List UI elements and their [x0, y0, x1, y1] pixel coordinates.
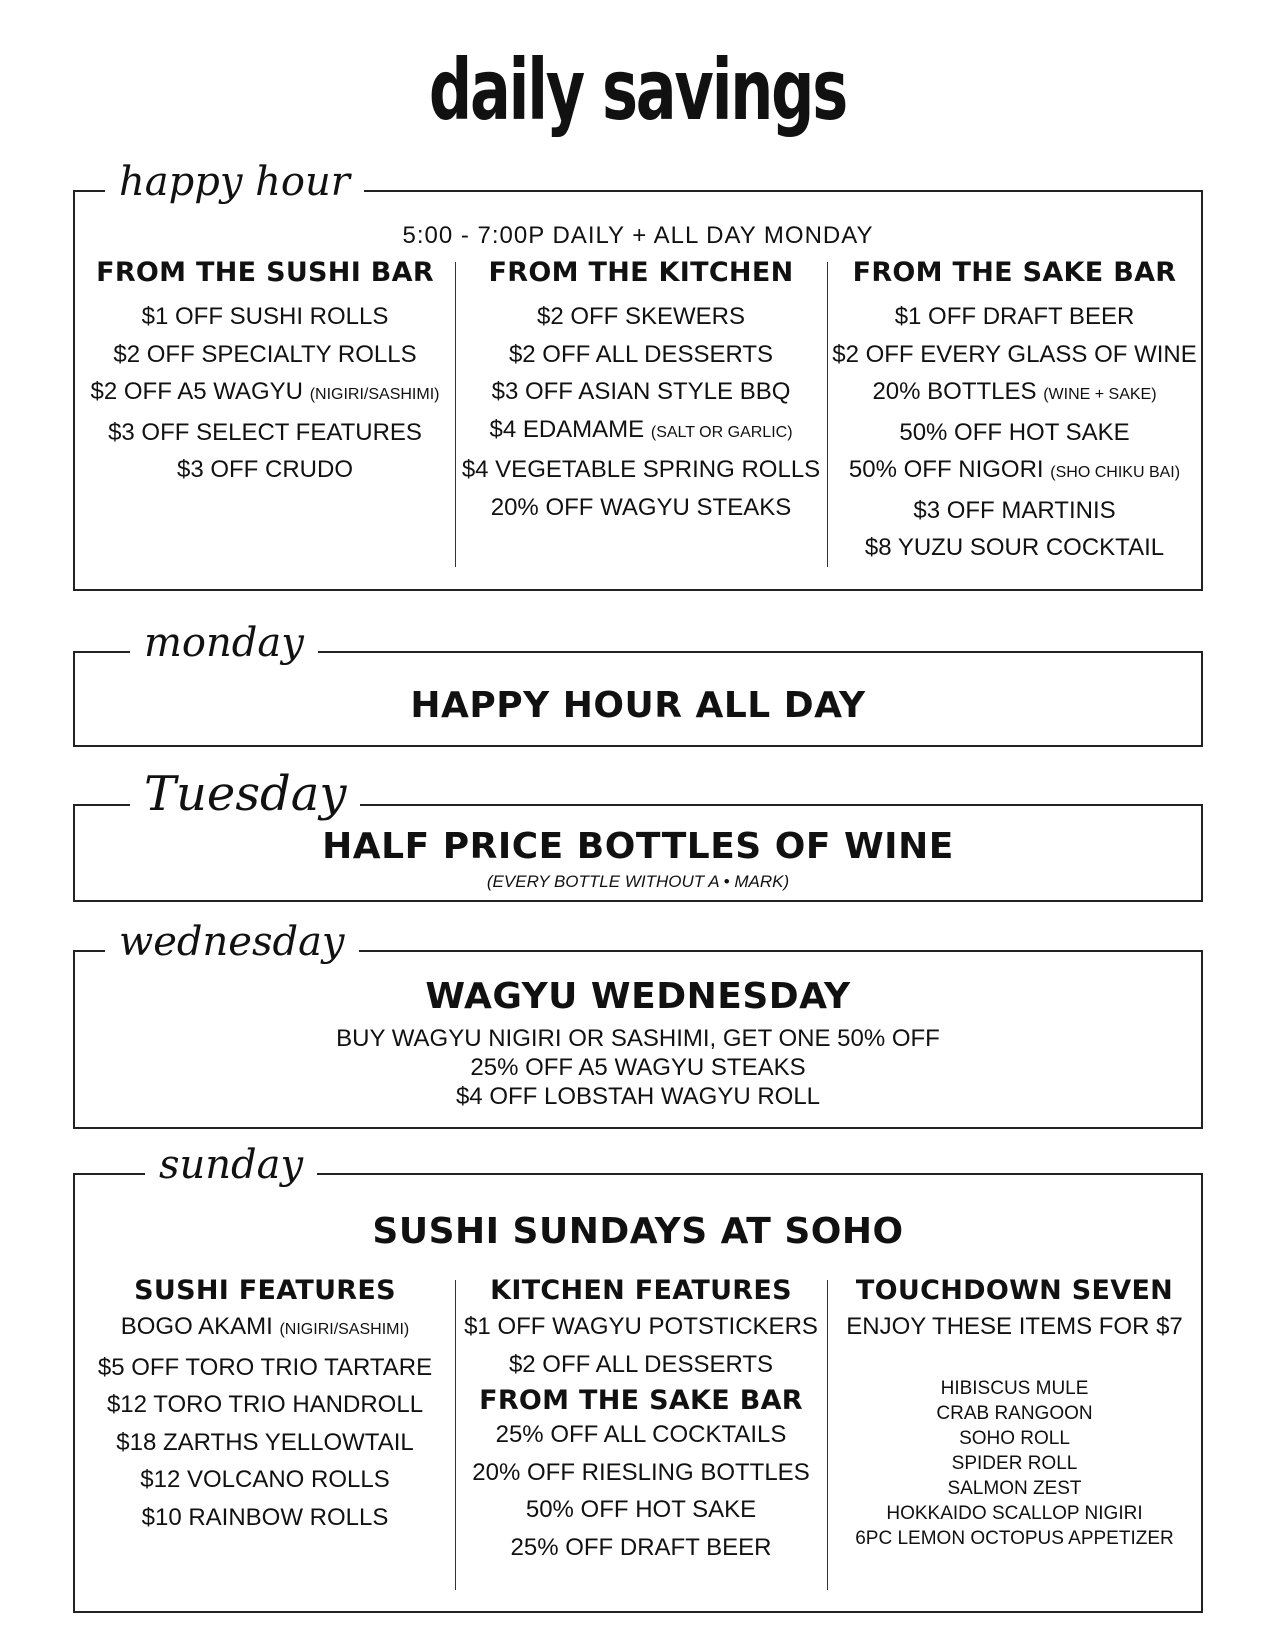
wednesday-line: 25% OFF A5 WAGYU STEAKS [470, 1054, 806, 1081]
menu-item-text: $2 OFF EVERY GLASS OF WINE [832, 340, 1197, 368]
menu-item [455, 336, 827, 374]
wednesday-line: $4 OFF LOBSTAH WAGYU ROLL [455, 1083, 821, 1110]
menu-item [455, 411, 827, 452]
menu-item [75, 1461, 455, 1499]
menu-item [75, 1424, 455, 1462]
wednesday-lines [75, 1024, 1201, 1111]
sunday-label: sunday [145, 1145, 317, 1185]
menu-item [455, 451, 827, 489]
menu-item: HIBISCUS MULE [940, 1377, 1089, 1399]
tuesday-label: Tuesday [130, 770, 360, 818]
menu-item [827, 492, 1202, 530]
touchdown-seven-column [827, 1275, 1202, 1551]
menu-item [75, 1308, 455, 1349]
menu-item-text: $2 OFF ALL DESSERTS [508, 340, 774, 368]
menu-item-text: $3 OFF CRUDO [176, 456, 353, 483]
menu-item: 20% OFF RIESLING BOTTLES [472, 1458, 810, 1486]
column-heading: FROM THE SUSHI BAR [96, 257, 434, 288]
happy-hour-section [73, 159, 1203, 591]
sunday-headline: SUSHI SUNDAYS AT SOHO [372, 1211, 904, 1252]
monday-label: monday [130, 623, 318, 663]
kitchen-column [455, 257, 827, 526]
menu-item-text: 50% OFF HOT SAKE [899, 418, 1130, 446]
menu-item-note: (NIGIRI/SASHIMI) [279, 1321, 410, 1338]
menu-item-text: $5 OFF TORO TRIO TARTARE [97, 1353, 433, 1381]
wednesday-headline: WAGYU WEDNESDAY [425, 976, 851, 1017]
menu-item [827, 451, 1202, 492]
menu-item-text: $3 OFF SELECT FEATURES [108, 418, 422, 446]
menu-item [827, 298, 1202, 336]
menu-item: 6PC LEMON OCTOPUS APPETIZER [855, 1527, 1174, 1549]
menu-item [75, 298, 455, 336]
kitchen-features-column [455, 1275, 827, 1566]
column-heading: FROM THE SAKE BAR [852, 257, 1177, 288]
menu-item: SOHO ROLL [959, 1427, 1070, 1449]
menu-item [75, 451, 455, 489]
menu-item: HOKKAIDO SCALLOP NIGIRI [886, 1502, 1143, 1524]
menu-item-text: $1 OFF SUSHI ROLLS [141, 303, 389, 330]
monday-headline: HAPPY HOUR ALL DAY [410, 685, 866, 726]
menu-item-text: BOGO AKAMI [120, 1313, 280, 1340]
menu-item-note: (NIGIRI/SASHIMI) [309, 386, 440, 403]
menu-item [75, 1386, 455, 1424]
menu-item-text: 20% OFF WAGYU STEAKS [490, 493, 792, 521]
menu-item: 25% OFF ALL COCKTAILS [495, 1421, 787, 1448]
monday-section [73, 620, 1203, 747]
column-heading: FROM THE KITCHEN [488, 257, 794, 288]
menu-item-text: $12 VOLCANO ROLLS [140, 1466, 390, 1493]
menu-item [827, 529, 1202, 567]
menu-item-text: $18 ZARTHS YELLOWTAIL [116, 1428, 414, 1456]
menu-item-note: (SHO CHIKU BAI) [1050, 464, 1181, 481]
menu-item-text: $4 VEGETABLE SPRING ROLLS [461, 456, 821, 483]
menu-item: $2 OFF ALL DESSERTS [508, 1350, 774, 1378]
menu-item: 50% OFF HOT SAKE [525, 1496, 757, 1523]
menu-item: CRAB RANGOON [936, 1402, 1093, 1424]
tuesday-section [73, 766, 1203, 902]
menu-item [455, 373, 827, 411]
happy-hour-subtitle: 5:00 - 7:00P DAILY + ALL DAY MONDAY [402, 222, 874, 249]
menu-item-text: 20% BOTTLES [872, 378, 1044, 405]
column-heading: KITCHEN FEATURES [490, 1275, 792, 1306]
menu-item-text: $12 TORO TRIO HANDROLL [106, 1391, 424, 1418]
sunday-section [73, 1142, 1203, 1613]
sushi-features-column [75, 1275, 455, 1536]
sake-bar-column [827, 257, 1202, 567]
menu-item [827, 414, 1202, 452]
menu-item-text: $3 OFF ASIAN STYLE BBQ [491, 378, 791, 405]
menu-item [455, 489, 827, 527]
column-heading: SUSHI FEATURES [134, 1275, 396, 1306]
wednesday-section [73, 919, 1203, 1129]
menu-item-text: $2 OFF SPECIALTY ROLLS [113, 340, 417, 368]
menu-item [75, 414, 455, 452]
menu-item-text: $8 YUZU SOUR COCKTAIL [864, 534, 1165, 561]
sushi-bar-column [75, 257, 455, 489]
menu-item: SALMON ZEST [947, 1477, 1082, 1499]
menu-item [75, 1349, 455, 1387]
menu-item [455, 298, 827, 336]
tuesday-note: (EVERY BOTTLE WITHOUT A • MARK) [486, 872, 790, 891]
menu-item-text: $1 OFF DRAFT BEER [894, 303, 1135, 330]
menu-item: SPIDER ROLL [951, 1452, 1078, 1474]
column-heading: FROM THE SAKE BAR [479, 1385, 803, 1416]
menu-item-note: (WINE + SAKE) [1043, 386, 1157, 403]
wednesday-line: BUY WAGYU NIGIRI OR SASHIMI, GET ONE 50% OFF [336, 1025, 940, 1052]
menu-item-text: $3 OFF MARTINIS [913, 496, 1116, 524]
menu-item [75, 373, 455, 414]
menu-item [75, 336, 455, 374]
menu-item-text: $10 RAINBOW ROLLS [141, 1503, 389, 1531]
menu-item [827, 336, 1202, 374]
happy-hour-label: happy hour [105, 162, 364, 202]
column-heading: TOUCHDOWN SEVEN [855, 1275, 1174, 1306]
menu-item: 25% OFF DRAFT BEER [510, 1533, 772, 1561]
menu-item [827, 373, 1202, 414]
menu-item-text: $4 EDAMAME [489, 415, 651, 443]
menu-item [75, 1499, 455, 1537]
menu-item-text: $2 OFF A5 WAGYU [90, 378, 310, 405]
menu-item-note: (SALT OR GARLIC) [650, 423, 793, 441]
menu-item: $1 OFF WAGYU POTSTICKERS [464, 1313, 818, 1340]
touchdown-intro: ENJOY THESE ITEMS FOR $7 [846, 1313, 1183, 1340]
tuesday-headline: HALF PRICE BOTTLES OF WINE [322, 826, 954, 867]
menu-item-text: 50% OFF NIGORI [848, 456, 1051, 483]
wednesday-label: wednesday [105, 922, 359, 962]
menu-item-text: $2 OFF SKEWERS [536, 303, 746, 330]
page-title: daily savings [428, 41, 847, 139]
